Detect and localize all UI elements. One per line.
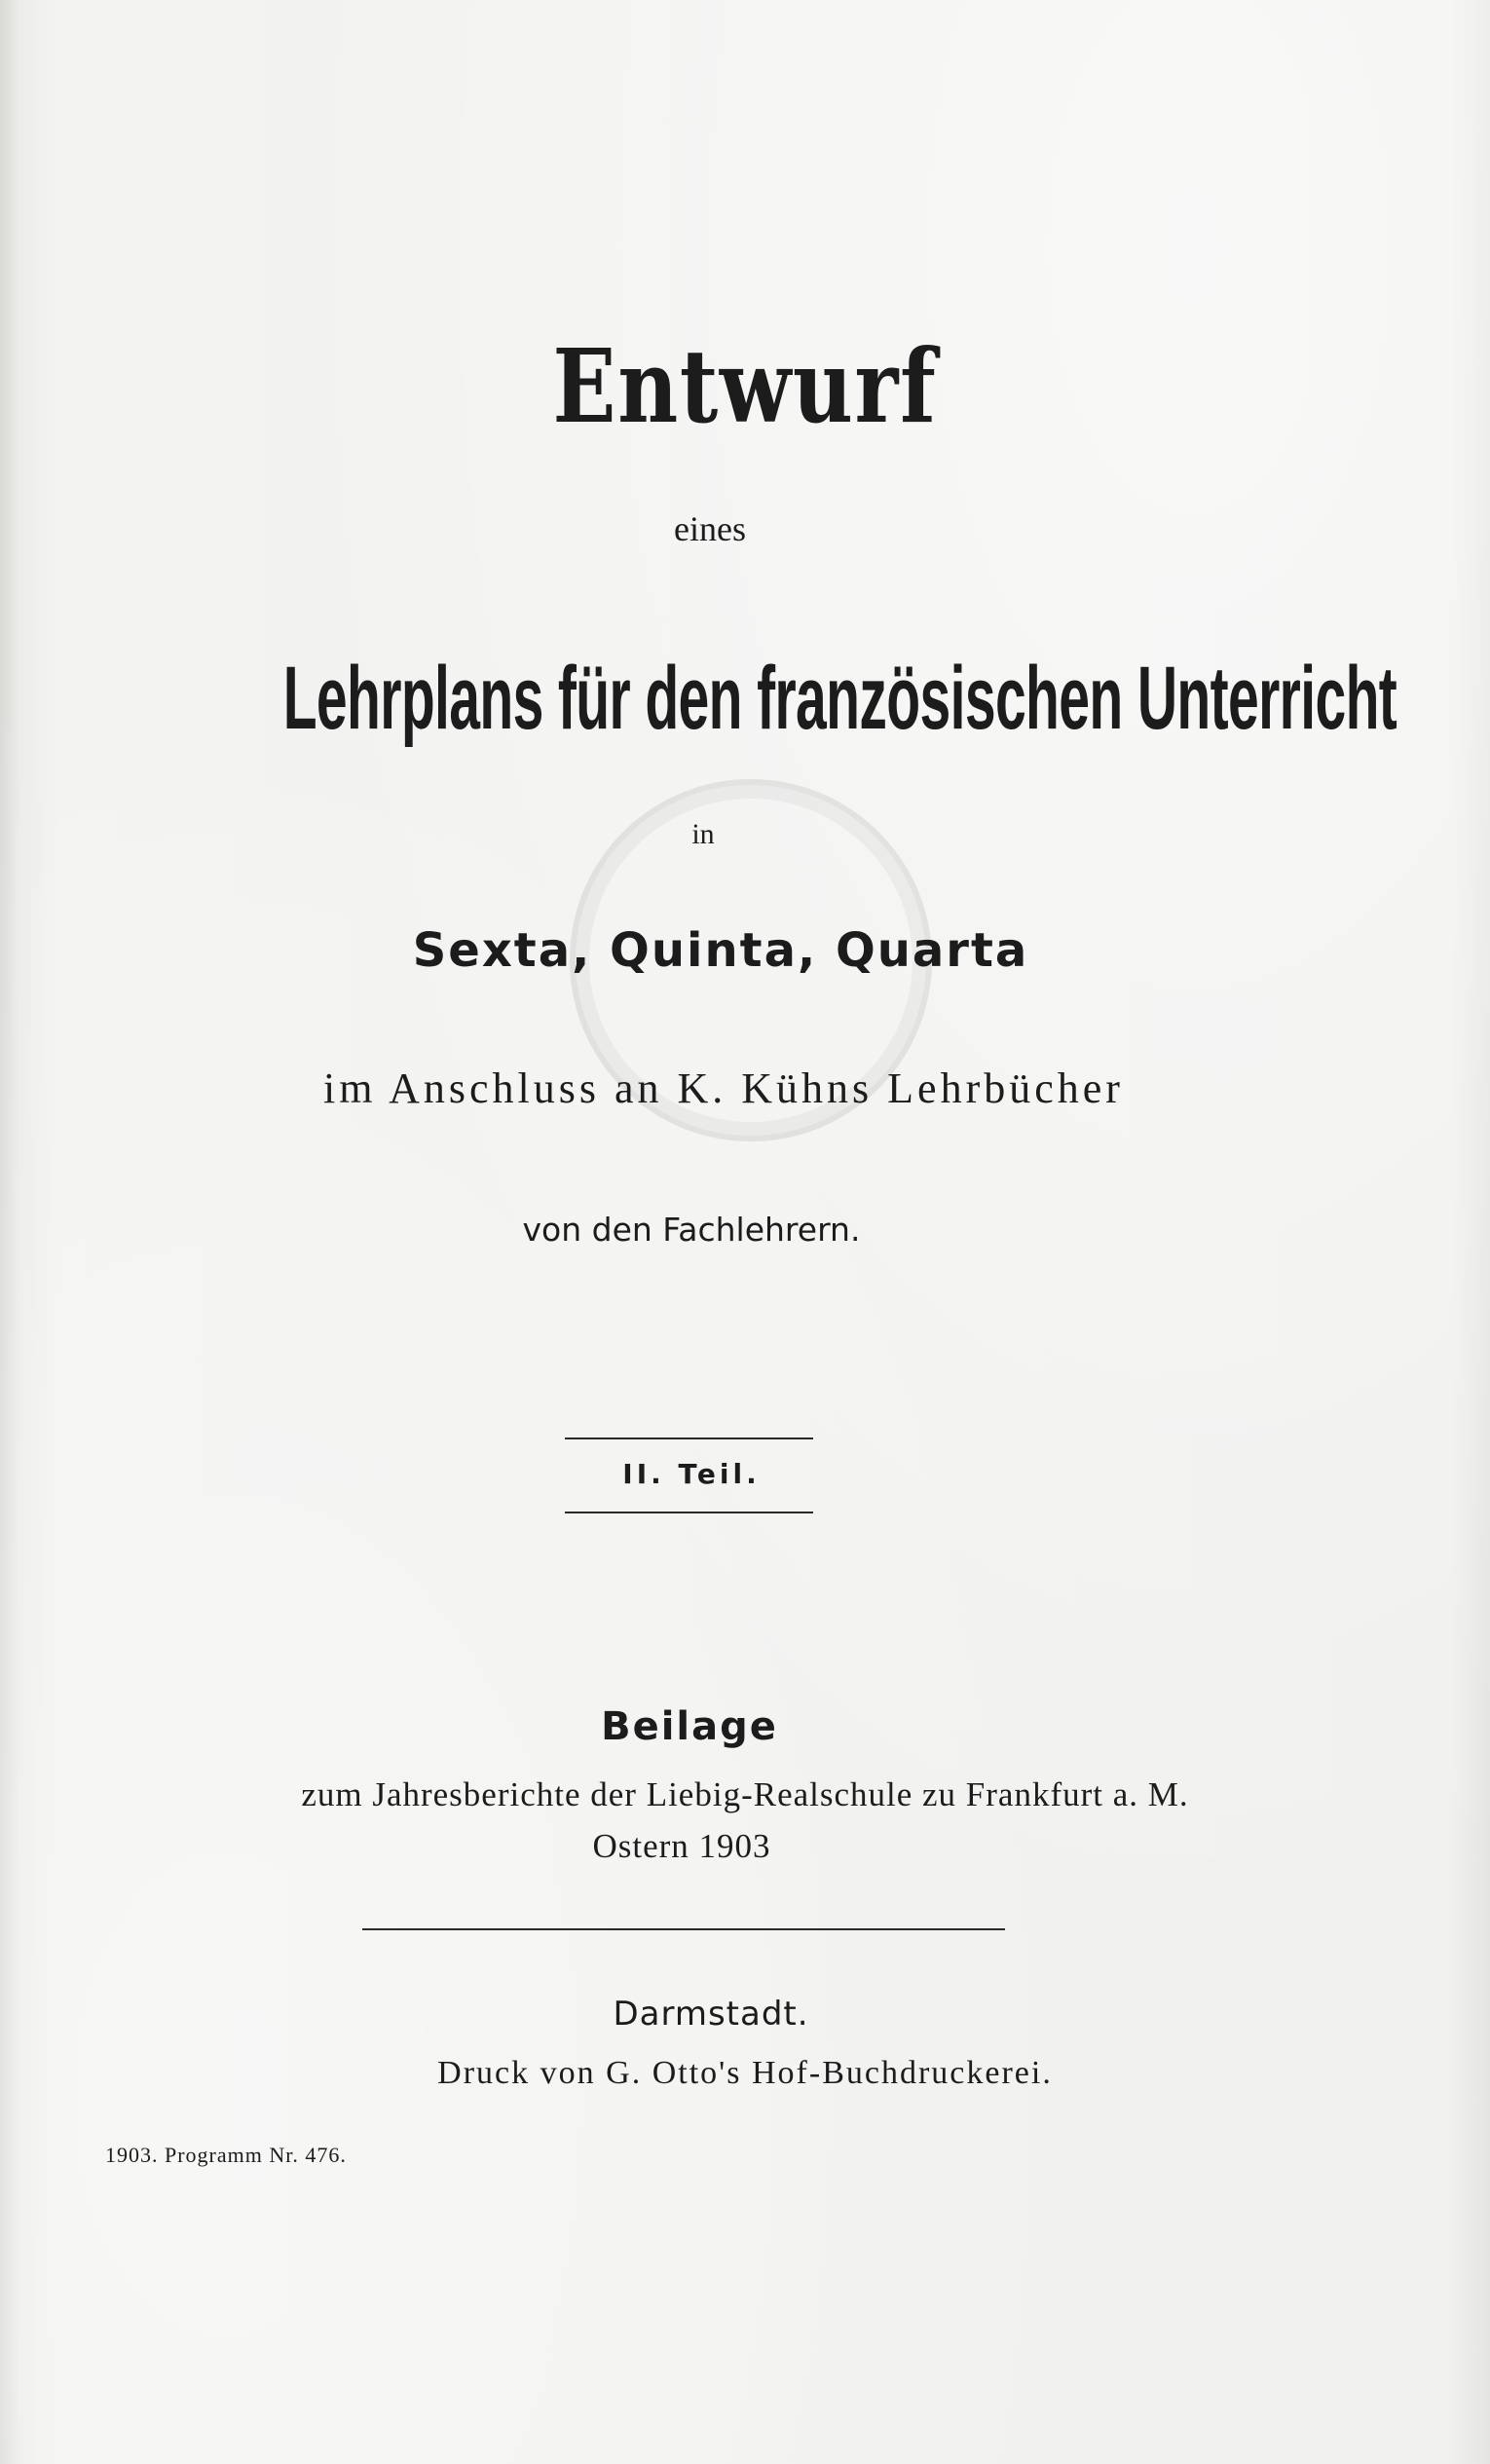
publication-place: Darmstadt.: [613, 1995, 809, 2034]
document-subject: Lehrplans für den französischen Unterricht: [282, 649, 1397, 748]
divider-top: [565, 1437, 813, 1439]
divider-bottom: [565, 1512, 813, 1513]
divider-imprint: [362, 1928, 1005, 1930]
title-connector-eines: eines: [674, 509, 746, 548]
supplement-heading: Beilage: [601, 1704, 778, 1749]
part-label: II. Teil.: [622, 1458, 761, 1490]
printer-line: Druck von G. Otto's Hof-Buchdruckerei.: [437, 2055, 1053, 2091]
class-levels: Sexta, Quinta, Quarta: [412, 923, 1029, 978]
textbook-reference: im Anschluss an K. Kühns Lehrbücher: [323, 1064, 1124, 1112]
publication-date: Ostern 1903: [592, 1827, 771, 1865]
authors-line: von den Fachlehrern.: [522, 1211, 861, 1249]
program-number: 1903. Programm Nr. 476.: [105, 2143, 347, 2167]
connector-in: in: [691, 818, 715, 850]
annual-report-line: zum Jahresberichte der Liebig-Realschule zu Frankfurt a. M.: [301, 1775, 1189, 1813]
document-title: Entwurf: [552, 326, 938, 446]
